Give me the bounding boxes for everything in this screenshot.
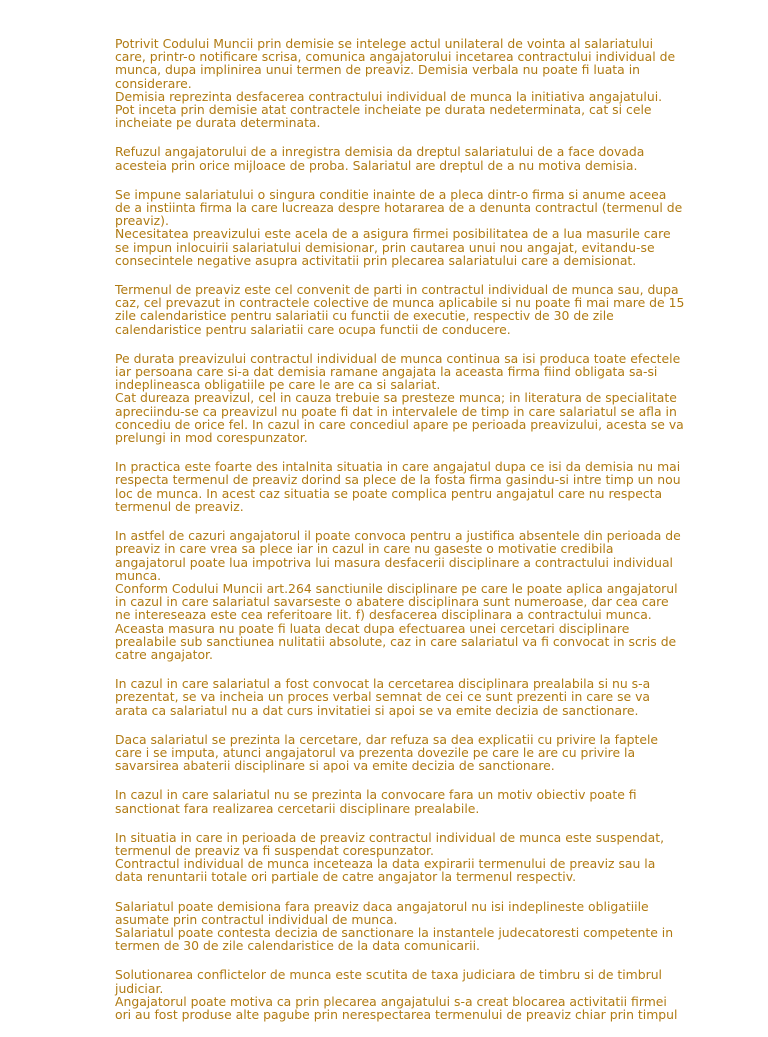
text-line: munca. <box>115 567 162 583</box>
text-line: Solutionarea conflictelor de munca este scutita de taxa judiciara de timbru si de timbrul <box>115 967 663 983</box>
text-line: prelungi in mod corespunzator. <box>115 430 308 446</box>
text-line: preaviz). <box>115 213 169 229</box>
text-line: Angajatorul poate motiva ca prin plecarea angajatului s-a creat blocarea activitatii firmei <box>115 993 667 1009</box>
text-line: incheiate pe durata determinata. <box>115 115 321 131</box>
text-line: catre angajator. <box>115 646 213 662</box>
text-line: in cazul in care salariatul savarseste o abatere disciplinara sunt numeroase, dar cea care <box>115 594 669 610</box>
paragraph-7 <box>115 528 681 662</box>
text-line: acesteia prin orice mijloace de proba. Salariatul are dreptul de a nu motiva demisia. <box>115 157 638 173</box>
text-line: zile calendaristice pentru salariatii cu functii de executie, respectiv de 30 de zile <box>115 308 614 324</box>
paragraph-11 <box>115 829 665 885</box>
text-line: loc de munca. In acest caz situatia se poate complica pentru angajatul care nu respecta <box>115 485 663 501</box>
text-line: prealabile sub sanctiunea nulitatii absolute, caz in care salariatul va fi convocat in scris de <box>115 633 677 649</box>
text-line: care, printr-o notificare scrisa, comunica angajatorului incetarea contractului individual de <box>115 49 676 65</box>
text-line: Aceasta masura nu poate fi luata decat dupa efectuarea unei cercetari disciplinare <box>115 620 630 636</box>
text-line: arata ca salariatul nu a dat curs invitatiei si apoi se va emite decizia de sanctionare. <box>115 702 639 718</box>
text-line: de a instiinta firma la care lucreaza despre hotararea de a denunta contractul (termenul de <box>115 200 683 216</box>
text-line: In cazul in care salariatul nu se prezinta la convocare fara un motiv obiectiv poate fi <box>115 787 637 803</box>
text-line: caz, cel prevazut in contractele colective de munca aplicabile si nu poate fi mai mare de 15 <box>115 295 685 311</box>
paragraph-1 <box>115 36 676 131</box>
document-page <box>115 36 685 1037</box>
text-line: Cat dureaza preavizul, cel in cauza trebuie sa presteze munca; in literatura de specialitate <box>115 390 677 406</box>
paragraph-8 <box>115 677 660 717</box>
text-line: Daca salariatul se prezinta la cercetare, dar refuza sa dea explicatii cu privire la faptele <box>115 731 659 747</box>
paragraph-10 <box>115 788 660 814</box>
paragraph-6 <box>115 459 681 514</box>
paragraph-4 <box>115 282 685 337</box>
text-line: ori au fost produse alte pagube prin nerespectarea termenului de preaviz chiar prin timpul <box>115 1006 678 1022</box>
text-line: termen de 30 de zile calendaristice de la data comunicarii. <box>115 938 480 954</box>
text-line: judiciar. <box>115 980 164 996</box>
text-line: Salariatul poate demisiona fara preaviz daca angajatorul nu isi indeplineste obligatiile <box>115 898 649 914</box>
text-line: care i se imputa, atunci angajatorul va prezenta dovezile pe care le are cu privire la <box>115 744 636 760</box>
text-line: Pe durata preavizului contractul individual de munca continua sa isi produca toate efectele <box>115 350 681 366</box>
text-line: termenul de preaviz va fi suspendat corespunzator. <box>115 842 434 858</box>
text-line: sanctionat fara realizarea cercetarii disciplinare prealabile. <box>115 800 480 816</box>
paragraph-5 <box>115 350 684 446</box>
text-line: angajatorul poate lua impotriva lui masura desfacerii disciplinare a contractului individual <box>115 554 673 570</box>
text-line: preaviz in care vrea sa plece iar in cazul in care nu gaseste o motivatie credibila <box>115 541 614 557</box>
text-line: In practica este foarte des intalnita situatia in care angajatul dupa ce isi da demisia nu mai <box>115 459 681 475</box>
text-line: respecta termenul de preaviz dorind sa plece de la fosta firma gasindu-si intre timp un nou <box>115 472 681 488</box>
text-line: Salariatul poate contesta decizia de sanctionare la instantele judecatoresti competente in <box>115 924 674 940</box>
text-line: indeplineasca obligatiile pe care le are ca si salariat. <box>115 377 441 393</box>
text-line: se impun inlocuirii salariatului demisionar, prin cautarea unui nou angajat, evitandu-se <box>115 239 655 255</box>
text-line: Pot inceta prin demisie atat contractele incheiate pe durata nedeterminata, cat si cele <box>115 102 652 118</box>
text-line: munca, dupa implinirea unui termen de preaviz. Demisia verbala nu poate fi luata in <box>115 62 640 78</box>
text-line: Se impune salariatului o singura conditie inainte de a pleca dintr-o firma si anume aceea <box>115 186 667 202</box>
text-line: Termenul de preaviz este cel convenit de parti in contractul individual de munca sau, dupa <box>115 282 679 298</box>
text-line: In situatia in care in perioada de preaviz contractul individual de munca este suspendat, <box>115 829 665 845</box>
text-line: Necesitatea preavizului este acela de a asigura firmei posibilitatea de a lua masurile care <box>115 226 671 242</box>
text-line: Contractul individual de munca inceteaza la data expirarii termenului de preaviz sau la <box>115 856 656 872</box>
text-line: consecintele negative asupra activitatii prin plecarea salariatului care a demisionat. <box>115 252 637 268</box>
text-line: In cazul in care salariatul a fost convocat la cercetarea disciplinara prealabila si nu s-a <box>115 676 651 692</box>
text-line: iar persoana care si-a dat demisia ramane angajata la aceasta firma fiind obligata sa-si <box>115 364 658 380</box>
text-line: considerare. <box>115 75 192 91</box>
text-line: apreciindu-se ca preavizul nu poate fi dat in intervalele de timp in care salariatul se afla in <box>115 403 677 419</box>
text-line: savarsirea abaterii disciplinare si apoi va emite decizia de sanctionare. <box>115 758 555 774</box>
paragraph-9 <box>115 733 660 773</box>
text-line: Demisia reprezinta desfacerea contractului individual de munca la initiativa angajatului. <box>115 88 663 104</box>
text-line: prezentat, se va incheia un proces verbal semnat de cei ce sunt prezenti in care se va <box>115 689 651 705</box>
text-line: asumate prin contractul individual de munca. <box>115 911 398 927</box>
text-line: data renuntarii totale ori partiale de catre angajator la termenul respectiv. <box>115 869 577 885</box>
paragraph-2 <box>115 145 660 171</box>
text-line: Conform Codului Muncii art.264 sanctiunile disciplinare pe care le poate aplica angajatorul <box>115 580 678 596</box>
text-line: concediu de orice fel. In cazul in care concediul apare pe perioada preavizului, acesta se va <box>115 416 684 432</box>
text-line: In astfel de cazuri angajatorul il poate convoca pentru a justifica absentele din perioada de <box>115 528 681 544</box>
paragraph-12 <box>115 898 674 954</box>
text-line: calendaristice pentru salariatii care ocupa functii de conducere. <box>115 321 511 337</box>
text-line: Refuzul angajatorului de a inregistra demisia da dreptul salariatului de a face dovada <box>115 144 645 160</box>
text-line: Potrivit Codului Muncii prin demisie se intelege actul unilateral de vointa al salariatului <box>115 36 654 51</box>
paragraph-13 <box>115 967 678 1022</box>
text-line: termenul de preaviz. <box>115 498 244 514</box>
paragraph-3 <box>115 186 683 268</box>
text-line: ne intereseaza este cea referitoare lit. f) desfacerea disciplinara a contractului munca. <box>115 607 652 623</box>
